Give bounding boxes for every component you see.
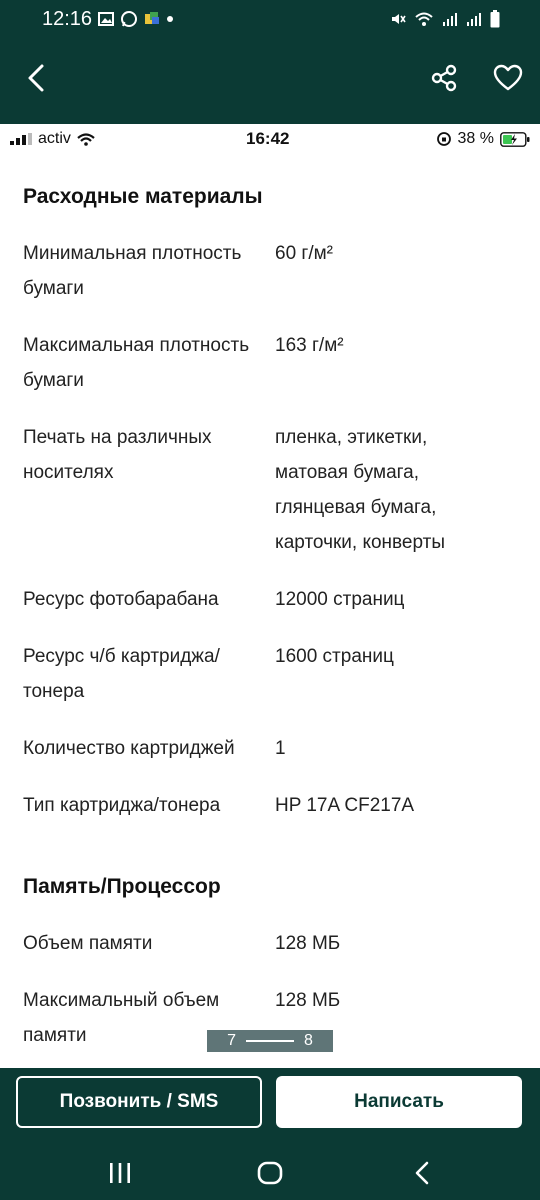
battery-icon [490,10,500,28]
spec-label: Печать на различных носителях [23,427,212,483]
back-button[interactable] [14,56,58,100]
section-title: Расходные материалы [23,185,263,208]
android-nav-bar [0,1148,540,1200]
signal-icon-2 [466,11,482,27]
notification-icons [98,10,174,28]
nav-back-button[interactable] [402,1158,442,1188]
spec-label: Тип картриджа/тонера [23,795,221,816]
ios-status-bar [0,124,540,154]
spec-value: 128 МБ [275,990,341,1011]
app-toolbar [0,40,540,124]
back-arrow-icon [414,1161,430,1185]
share-button[interactable] [422,56,466,100]
photo-pager [207,1030,333,1052]
pager-total: 8 [304,1032,313,1049]
ios-battery-percent: 38 % [457,130,494,147]
android-status-bar [0,0,540,40]
home-icon [257,1161,283,1185]
spec-value: 60 г/м² [275,243,334,264]
mute-icon [390,11,406,27]
pager-divider [246,1040,294,1042]
spec-label: Объем памяти [23,933,153,954]
share-icon [430,64,458,92]
write-message-button[interactable]: Написать [276,1076,522,1128]
rotation-lock-icon [436,131,452,147]
spec-label: Ресурс фотобарабана [23,589,219,610]
gallery-icon [98,11,114,27]
heart-icon [493,64,523,92]
spec-label: Минимальная плотность бумаги [23,243,242,299]
signal-icon [442,11,458,27]
app-header-area [0,0,540,124]
spec-value: 1600 страниц [275,646,394,667]
bottom-bar [0,1068,540,1200]
more-notifications-icon [166,15,174,23]
home-button[interactable] [250,1158,290,1188]
spec-value: HP 17A CF217A [275,795,415,816]
ios-carrier [10,130,95,148]
ios-carrier-name: activ [38,130,71,147]
ios-right-icons [436,130,530,148]
whatsapp-icon [120,10,138,28]
recent-apps-icon [108,1162,132,1184]
system-icons [390,10,500,28]
pager-current: 7 [227,1032,236,1049]
app-icon [144,11,160,27]
cell-signal-icon [10,133,32,145]
spec-value: 1 [275,738,286,759]
section-title: Память/Процессор [23,875,221,898]
battery-charging-icon [500,132,530,147]
spec-value: 12000 страниц [275,589,405,610]
spec-label: Ресурс ч/б картриджа/ тонера [23,646,220,702]
android-time: 12:16 [42,8,93,30]
ios-wifi-icon [77,133,95,146]
listing-photo[interactable] [0,124,540,1068]
wifi-icon [414,11,434,27]
call-sms-button[interactable]: Позвонить / SMS [16,1076,262,1128]
spec-label: Количество картриджей [23,738,235,759]
spec-label: Максимальная плотность бумаги [23,335,250,391]
spec-label: Максимальный объем памяти [23,990,220,1046]
spec-value: 128 МБ [275,933,341,954]
recent-apps-button[interactable] [100,1158,140,1188]
favorite-button[interactable] [486,56,530,100]
spec-value: 163 г/м² [275,335,344,356]
spec-value: пленка, этикетки, матовая бумага, глянцевая бумага, карточки, конверты [275,427,446,553]
ios-time: 16:42 [246,129,290,148]
chevron-left-icon [24,63,48,93]
